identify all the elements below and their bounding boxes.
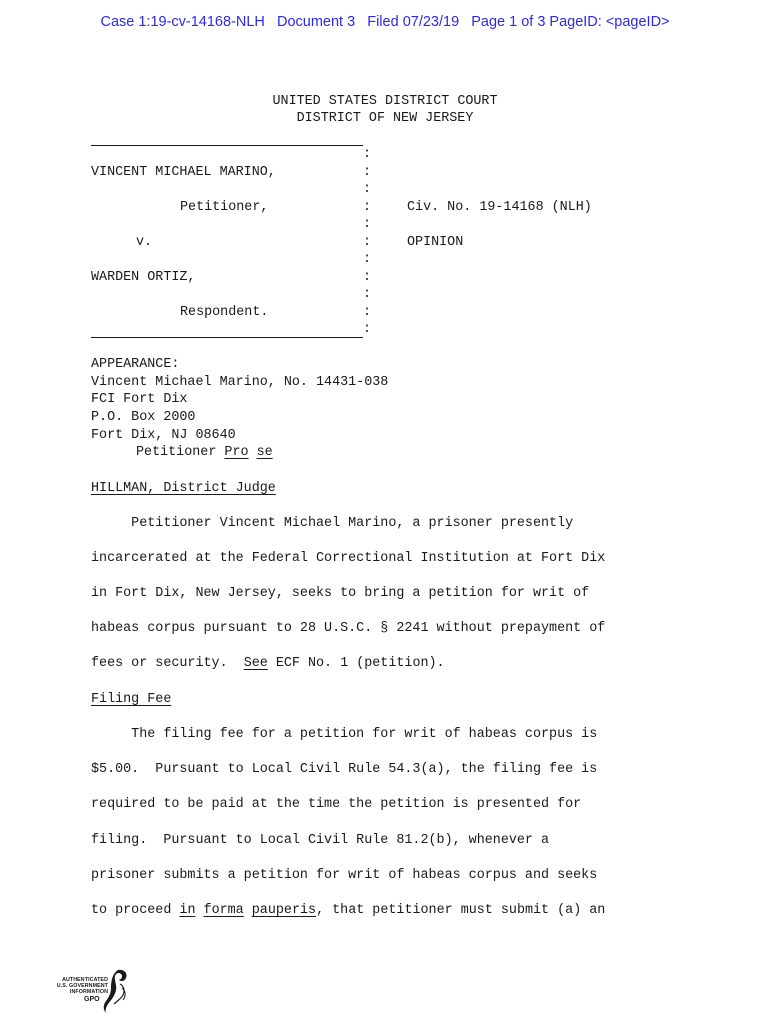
caption-separator: : (363, 147, 372, 162)
body-text: , that petitioner must submit (a) an (316, 903, 606, 918)
court-name: UNITED STATES DISTRICT COURT (272, 94, 498, 109)
judge-line: HILLMAN, District Judge (91, 481, 276, 496)
seal-text: U.S. GOVERNMENT (56, 983, 108, 989)
gpo-authentication-seal (42, 966, 142, 1016)
petitioner-role: Petitioner, (180, 200, 269, 215)
respondent-role: Respondent. (180, 305, 269, 320)
latin-term: in (179, 903, 196, 918)
appearance-role-prefix: Petitioner (136, 445, 217, 460)
body-line: habeas corpus pursuant to 28 U.S.C. § 2241 without prepayment of (91, 621, 606, 636)
latin-term: forma (203, 903, 244, 918)
appearance-line: P.O. Box 2000 (91, 410, 196, 425)
body-text: ECF No. 1 (petition). (267, 656, 445, 671)
body-line: $5.00. Pursuant to Local Civil Rule 54.3(a), the filing fee is (91, 762, 598, 777)
see-citation-signal: See (243, 656, 268, 671)
caption-top-rule (91, 145, 363, 146)
appearance-role (136, 444, 273, 462)
gpo-mark-text: GPO (84, 996, 100, 1003)
caption-separator: : (363, 287, 372, 302)
body-line: Petitioner Vincent Michael Marino, a prisoner presently (91, 516, 574, 531)
caption-separator: : (363, 305, 372, 320)
caption-separator: : (363, 165, 372, 180)
seal-text: AUTHENTICATED (62, 977, 108, 983)
caption-separator: : (363, 217, 372, 232)
caption-separator: : (363, 182, 372, 197)
respondent-name: WARDEN ORTIZ, (91, 270, 196, 285)
caption-separator: : (363, 270, 372, 285)
versus: v. (136, 235, 153, 250)
appearance-line: Vincent Michael Marino, No. 14431-038 (91, 375, 389, 390)
body-text: fees or security. (91, 656, 244, 671)
body-text: to proceed (91, 903, 180, 918)
body-line: The filing fee for a petition for writ of habeas corpus is (91, 727, 598, 742)
caption-separator: : (363, 235, 372, 250)
body-line: filing. Pursuant to Local Civil Rule 81.2(b), whenever a (91, 833, 550, 848)
civil-number: Civ. No. 19-14168 (NLH) (407, 200, 592, 215)
body-line (91, 655, 445, 673)
body-line (91, 902, 605, 920)
body-line: in Fort Dix, New Jersey, seeks to bring a petition for writ of (91, 586, 590, 601)
body-line: prisoner submits a petition for writ of habeas corpus and seeks (91, 868, 598, 883)
body-line: required to be paid at the time the petition is presented for (91, 797, 582, 812)
court-district: DISTRICT OF NEW JERSEY (296, 111, 474, 126)
caption-bottom-rule (91, 337, 363, 338)
appearance-line: Fort Dix, NJ 08640 (91, 428, 236, 443)
appearance-line: FCI Fort Dix (91, 392, 188, 407)
appearance-heading: APPEARANCE: (91, 357, 180, 372)
caption-separator: : (363, 322, 372, 337)
eagle-icon (100, 966, 130, 1014)
section-heading: Filing Fee (91, 692, 172, 707)
caption-separator: : (363, 252, 372, 267)
petitioner-name: VINCENT MICHAEL MARINO, (91, 165, 276, 180)
pro-se-word: Pro (224, 445, 249, 460)
case-header: Case 1:19-cv-14168-NLH Document 3 Filed 07/23/19 Page 1 of 3 PageID: <pageID> (100, 14, 670, 30)
body-line: incarcerated at the Federal Correctional Institution at Fort Dix (91, 551, 606, 566)
document-type: OPINION (407, 235, 464, 250)
latin-term: pauperis (251, 903, 317, 918)
caption-separator: : (363, 200, 372, 215)
seal-text: INFORMATION (69, 989, 108, 995)
pro-se-word: se (256, 445, 273, 460)
